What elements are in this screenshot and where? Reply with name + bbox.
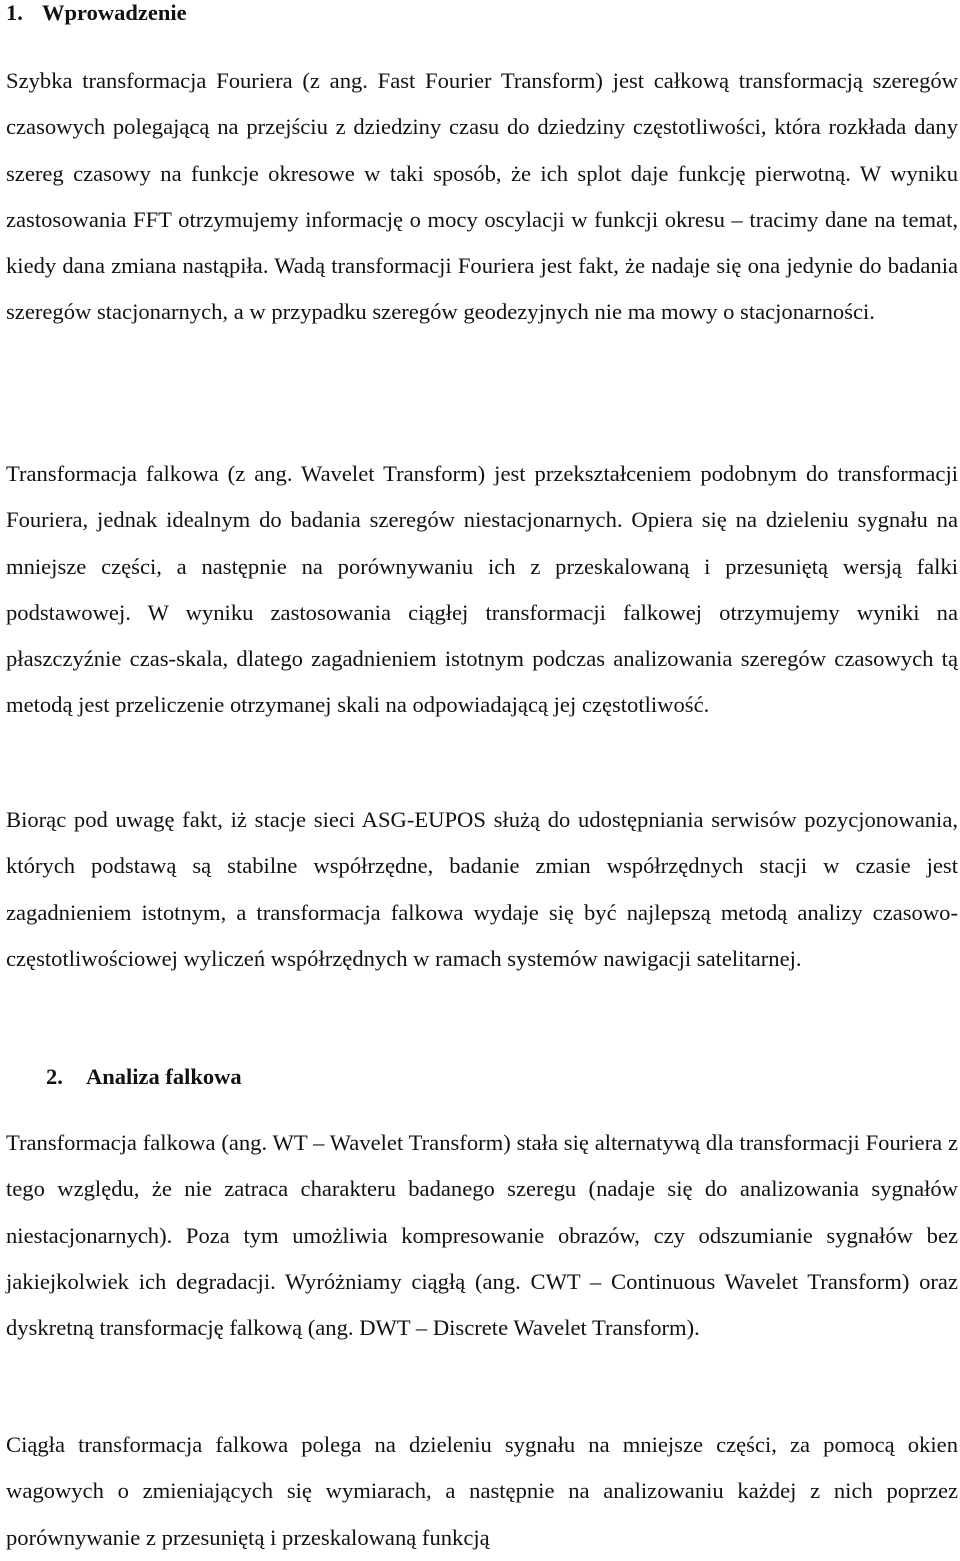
section-title: Analiza falkowa	[86, 1064, 242, 1089]
section-heading-introduction	[6, 0, 187, 26]
paragraph-asg-eupos: Biorąc pod uwagę fakt, iż stacje sieci ASG-EUPOS służą do udostępniania serwisów pozycjonowania, których podstawą są stabilne współrzędne, badanie zmian współrzędnych stacji w czasie jest zagadnieniem istotnym, a transformacja falkowa wydaje się być najlepszą metodą analizy czasowo-częstotliwościowej wyliczeń współrzędnych w ramach systemów nawigacji satelitarnej.	[6, 807, 958, 971]
section-number: 2.	[46, 1064, 63, 1089]
paragraph-fft: Szybka transformacja Fouriera (z ang. Fast Fourier Transform) jest całkową transformacją szeregów czasowych polegającą na przejściu z dziedziny czasu do dziedziny częstotliwości, która rozkłada dany szereg czasowy na funkcje okresowe w taki sposób, że ich splot daje funkcję pierwotną. W wyniku zastosowania FFT otrzymujemy informację o mocy oscylacji w funkcji okresu – tracimy dane na temat, kiedy dana zmiana nastąpiła. Wadą transformacji Fouriera jest fakt, że nadaje się ona jedynie do badania szeregów stacjonarnych, a w przypadku szeregów geodezyjnych nie ma mowy o stacjonarności.	[6, 68, 958, 325]
paragraph-wavelet-transform: Transformacja falkowa (z ang. Wavelet Transform) jest przekształceniem podobnym do transformacji Fouriera, jednak idealnym do badania szeregów niestacjonarnych. Opiera się na dzieleniu sygnału na mniejsze części, a następnie na porównywaniu ich z przeskalowaną i przesuniętą wersją falki podstawowej. W wyniku zastosowania ciągłej transformacji falkowej otrzymujemy wyniki na płaszczyźnie czas-skala, dlatego zagadnieniem istotnym podczas analizowania szeregów czasowych tą metodą jest przeliczenie otrzymanej skali na odpowiadającą jej częstotliwość.	[6, 461, 958, 718]
section-number: 1.	[6, 0, 23, 25]
paragraph-cwt: Ciągła transformacja falkowa polega na dzieleniu sygnału na mniejsze części, za pomocą okien wagowych o zmieniających się wymiarach, a następnie na analizowaniu każdej z nich poprzez porównywanie z przesuniętą i przeskalowaną funkcją	[6, 1432, 958, 1550]
section-heading-wavelet-analysis	[46, 1064, 242, 1090]
paragraph-wt-alternative: Transformacja falkowa (ang. WT – Wavelet Transform) stała się alternatywą dla transformacji Fouriera z tego względu, że nie zatraca charakteru badanego szeregu (nadaje się do analizowania sygnałów niestacjonarnych). Poza tym umożliwia kompresowanie obrazów, czy odszumianie sygnałów bez jakiejkolwiek ich degradacji. Wyróżniamy ciągłą (ang. CWT – Continuous Wavelet Transform) oraz dyskretną transformację falkową (ang. DWT – Discrete Wavelet Transform).	[6, 1130, 958, 1341]
section-title: Wprowadzenie	[42, 0, 187, 25]
